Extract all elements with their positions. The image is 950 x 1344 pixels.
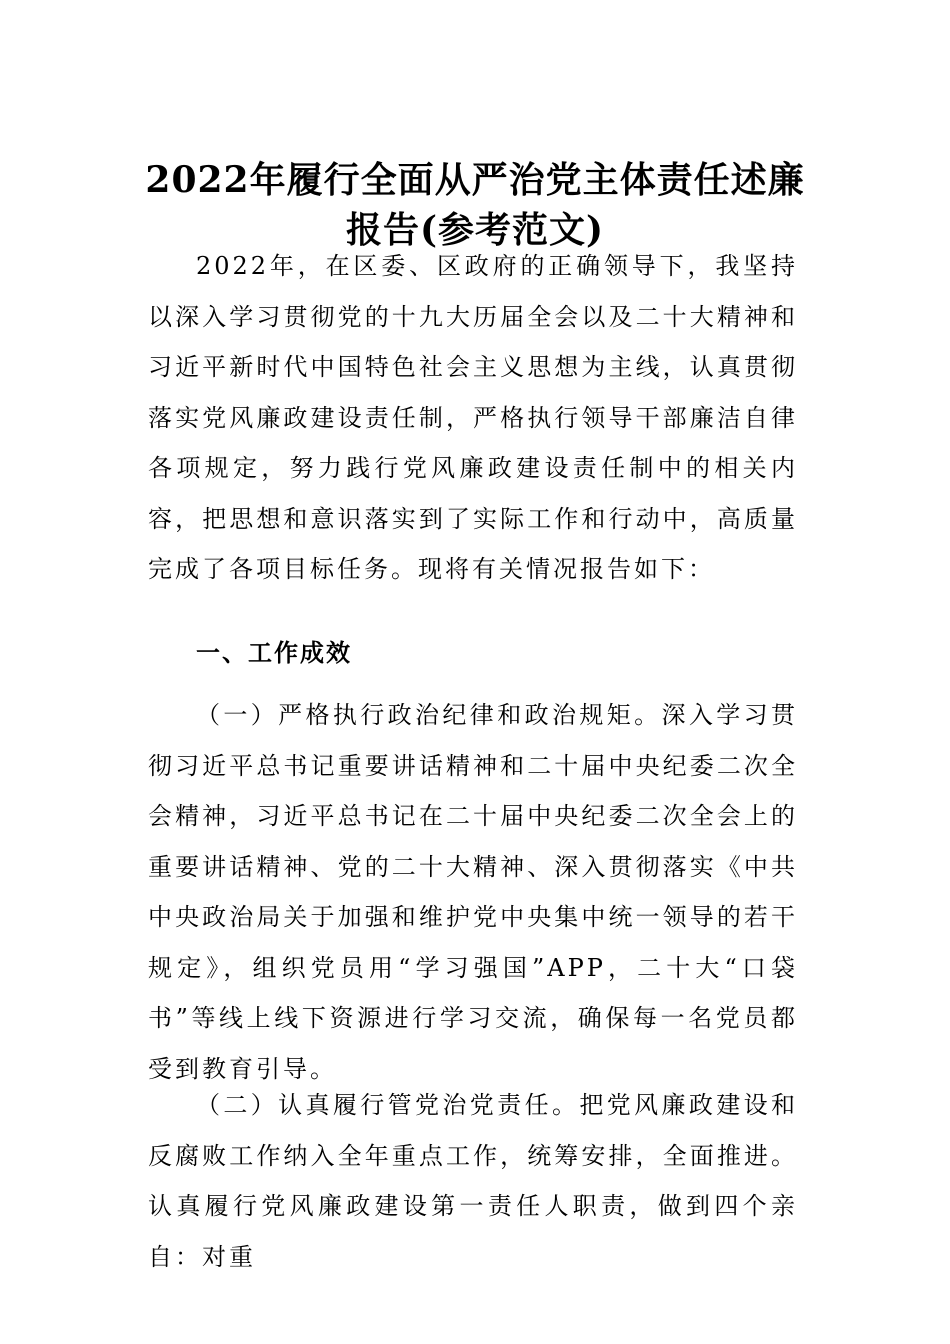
- section-heading: 一、工作成效: [196, 638, 352, 667]
- paragraph-political-discipline: （一）严格执行政治纪律和政治规矩。深入学习贯彻习近平总书记重要讲话精神和二十届中央纪委二次全会精神，习近平总书记在二十届中央纪委二次全会上的重要讲话精神、党的二十大精神、深入贯彻落实《中共中央政治局关于加强和维护党中央集中统一领导的若干规定》，组织党员用“学习强国”APP，二十大“口袋书”等线上线下资源进行学习交流，确保每一名党员都受到教育引导。: [148, 701, 798, 1083]
- paragraph-party-responsibility: （二）认真履行管党治党责任。把党风廉政建设和反腐败工作纳入全年重点工作，统筹安排，全面推进。认真履行党风廉政建设第一责任人职责，做到四个亲自：对重: [148, 1091, 798, 1271]
- document-title: 2022年履行全面从严治党主体责任述廉报告(参考范文): [145, 159, 805, 251]
- intro-paragraph: 2022年，在区委、区政府的正确领导下，我坚持以深入学习贯彻党的十九大历届全会以及二十大精神和习近平新时代中国特色社会主义思想为主线，认真贯彻落实党风廉政建设责任制，严格执行领导干部廉洁自律各项规定，努力践行党风廉政建设责任制中的相关内容，把思想和意识落实到了实际工作和行动中，高质量完成了各项目标任务。现将有关情况报告如下：: [148, 252, 798, 583]
